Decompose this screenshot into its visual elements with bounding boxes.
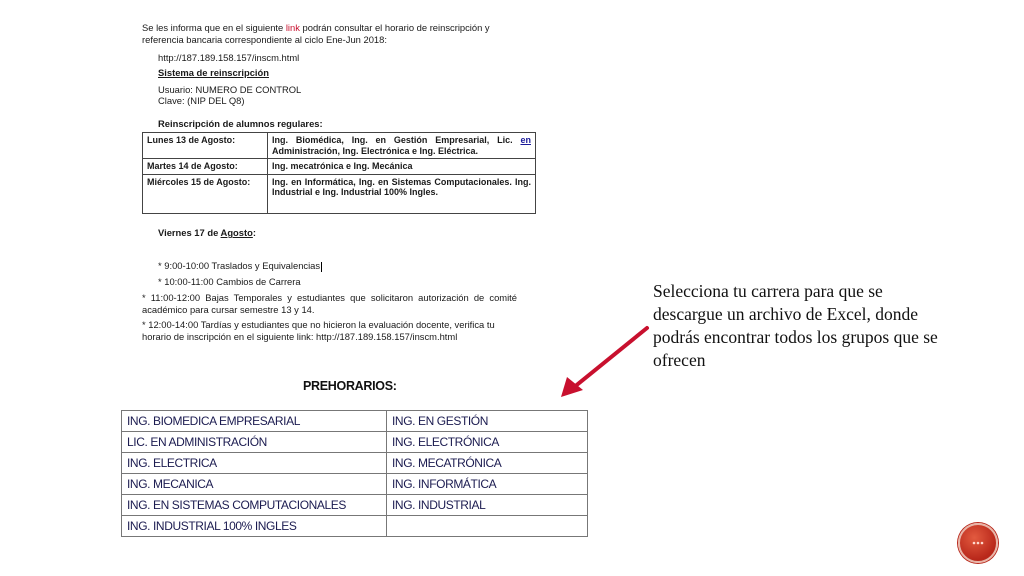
career-link[interactable]: ING. MECATRÓNICA [387, 453, 588, 474]
table-row [122, 432, 588, 453]
arrow-down-left-icon [555, 322, 655, 400]
intro-text-start: Se les informa que en el siguiente [142, 22, 286, 33]
key-line: Clave: (NIP DEL Q8) [158, 95, 245, 106]
table-row [122, 411, 588, 432]
career-link[interactable]: ING. INFORMÁTICA [387, 474, 588, 495]
registration-url[interactable]: http://187.189.158.157/inscm.html [158, 52, 300, 63]
schedule-day: Lunes 13 de Agosto: [143, 133, 268, 159]
intro-link-word[interactable]: link [285, 22, 300, 33]
career-link[interactable]: ING. ELECTRICA [122, 453, 387, 474]
schedule-careers [268, 133, 536, 159]
table-row [122, 453, 588, 474]
career-link[interactable]: LIC. EN ADMINISTRACIÓN [122, 432, 387, 453]
nav-circle-button[interactable] [958, 523, 998, 563]
schedule-careers-text: Ing. Biomédica, Ing. en Gestión Empresarial, Lic. [272, 135, 521, 145]
system-title: Sistema de reinscripción [158, 67, 269, 78]
list-item: * 10:00-11:00 Cambios de Carrera [158, 276, 301, 287]
career-link[interactable]: ING. INDUSTRIAL 100% INGLES [122, 516, 387, 537]
table-row [122, 495, 588, 516]
list-item: * 12:00-14:00 Tardías y estudiantes que no hicieron la evaluación docente, verifica tu horario de inscripción en el siguiente link: http://187.189.158.157/inscm.html [142, 319, 495, 342]
table-row [122, 474, 588, 495]
friday-prefix: Viernes 17 de [158, 227, 221, 238]
schedule-row [143, 159, 536, 175]
career-link[interactable]: ING. MECANICA [122, 474, 387, 495]
career-link[interactable]: ING. BIOMEDICA EMPRESARIAL [122, 411, 387, 432]
text-cursor [321, 262, 322, 272]
callout-text: Selecciona tu carrera para que se descargue un archivo de Excel, donde podrás encontrar todos los grupos que se ofrecen [653, 281, 938, 370]
careers-table [121, 410, 588, 537]
schedule-row [143, 174, 536, 213]
career-link[interactable]: ING. EN GESTIÓN [387, 411, 588, 432]
regular-students-heading: Reinscripción de alumnos regulares: [158, 118, 323, 129]
list-item [158, 260, 322, 272]
intro-text-end: podrán consultar el horario de reinscripción y referencia bancaria correspondiente al ciclo Ene-Jun 2018: [142, 22, 490, 45]
schedule-careers-underlined: en [520, 135, 531, 145]
friday-underlined: Agosto [220, 227, 253, 238]
schedule-day: Miércoles 15 de Agosto: [143, 174, 268, 213]
career-link[interactable]: ING. ELECTRÓNICA [387, 432, 588, 453]
schedule-careers [268, 174, 536, 213]
list-item: * 11:00-12:00 Bajas Temporales y estudiantes que solicitaron autorización de comité académico para cursar semestre 13 y 14. [142, 292, 517, 315]
schedule-day: Martes 14 de Agosto: [143, 159, 268, 175]
intro-paragraph [142, 22, 522, 45]
schedule-careers-text: Ing. en Informática, Ing. en Sistemas Computacionales. Ing. Industrial e Ing. Industrial 100% Ingles. [272, 176, 531, 197]
user-line: Usuario: NUMERO DE CONTROL [158, 84, 302, 95]
prehorarios-heading: PREHORARIOS: [303, 379, 397, 393]
nav-dots-icon [969, 534, 987, 552]
career-link[interactable]: ING. EN SISTEMAS COMPUTACIONALES [122, 495, 387, 516]
schedule-row [143, 133, 536, 159]
schedule-careers-text: Ing. mecatrónica e Ing. Mecánica [272, 161, 413, 171]
schedule-careers-text-end: Administración, Ing. Electrónica e Ing. Eléctrica. [272, 145, 479, 156]
friday-heading [158, 227, 256, 239]
career-link[interactable]: ING. INDUSTRIAL [387, 495, 588, 516]
schedule-table [142, 132, 536, 214]
career-empty-cell [387, 516, 588, 537]
friday-suffix: : [252, 227, 256, 238]
list-item-text: * 9:00-10:00 Traslados y Equivalencias [158, 260, 321, 271]
table-row [122, 516, 588, 537]
schedule-careers [268, 159, 536, 175]
